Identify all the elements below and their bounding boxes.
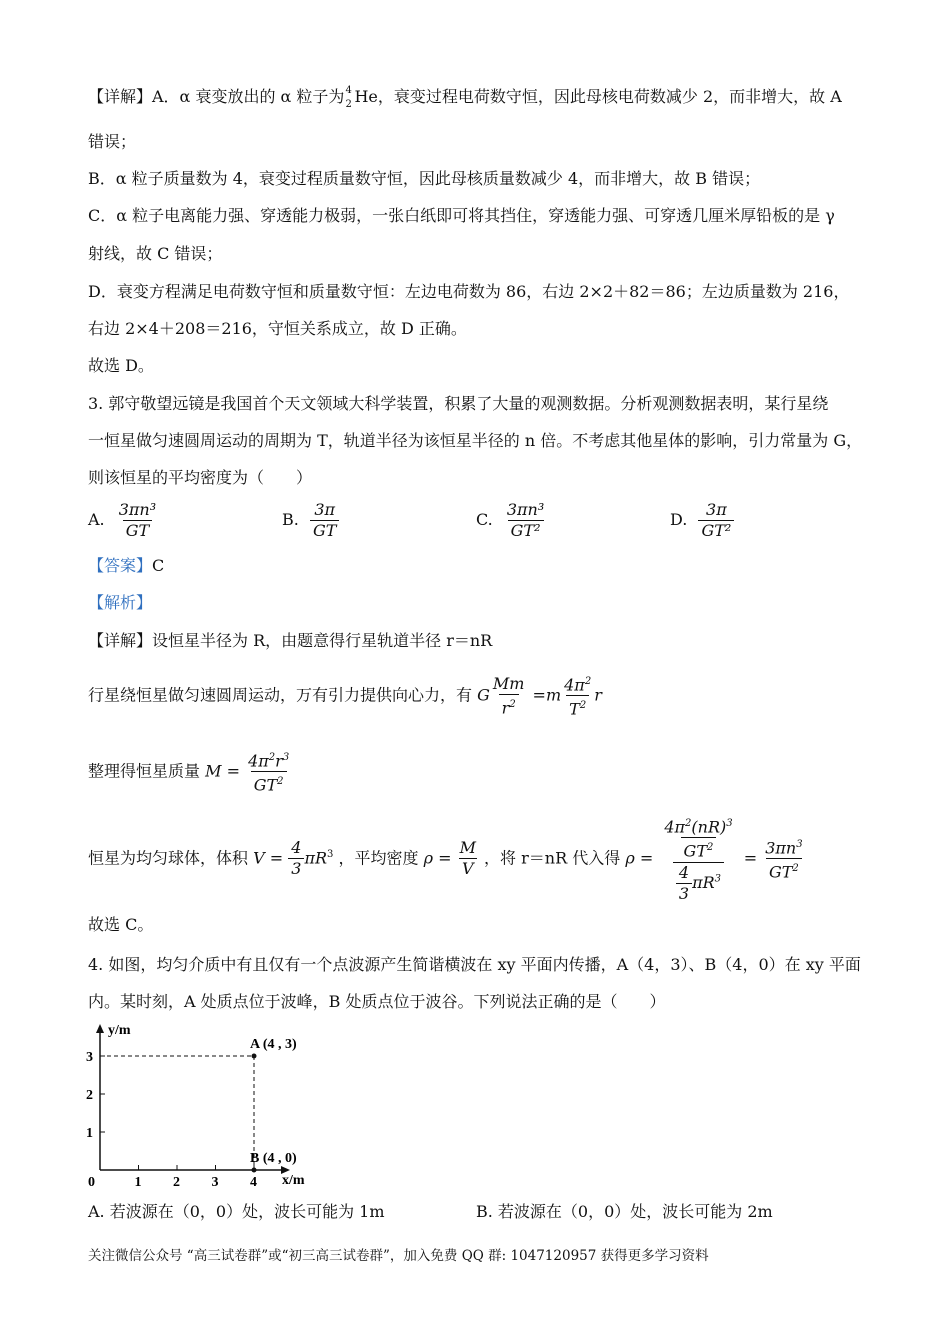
origin-label: 0 [88,1175,95,1190]
conclusion-d: 故选 D。 [88,356,154,375]
analysis-tag: 【解析】 [88,593,153,612]
q3-detail-1: 【详解】设恒星半径为 R，由题意得行星轨道半径 r＝nR [88,631,493,650]
answer-tag: 【答案】 [88,556,153,575]
q3-option-c[interactable]: C. $\frac{\text{3πn³}}{\text{GT²}}$ [476,500,545,540]
q4-option-b[interactable]: B. 若波源在（0，0）处，波长可能为 2m [476,1202,773,1221]
x-tick-label: 2 [173,1175,180,1190]
q3-stem-line-1: 3. 郭守敬望远镜是我国首个天文领域大科学装置，积累了大量的观测数据。分析观测数据表明，某行星绕 [88,394,829,413]
x-tick-label: 4 [250,1175,257,1190]
footer-notice: 关注微信公众号 “高三试卷群”或“初三高三试卷群”，加入免费 QQ 群: 1047120957 获得更多学习资料 [88,1248,709,1264]
helium-nuclide: 4 2 He [345,85,378,110]
x-tick-label: 1 [134,1175,142,1190]
q3-option-b[interactable]: B. $\frac{3\pi}{GT}$ [282,500,339,541]
q4-option-a[interactable]: A. 若波源在（0，0）处，波长可能为 1m [88,1202,385,1221]
y-tick-label: 3 [86,1050,93,1065]
conclusion-c: 故选 C。 [88,915,154,934]
q3-stem-line-2: 一恒星做匀速圆周运动的周期为 T，轨道半径为该恒星半径的 n 倍。不考虑其他星体的影响，引力常量为 G， [88,431,863,450]
q3-detail-2: 行星绕恒星做匀速圆周运动，万有引力提供向心力，有 G $\frac{Mm}{r^2}$ =m $\frac{4\pi^2}{T^2}$ r [88,673,602,719]
q3-detail-4: 恒星为均匀球体，体积 V = $\frac{4}{3}$ $\pi R^3$ ，平均密度 ρ = $\frac{M}{V}$ ，将 r＝nR 代入得 ρ = $\frac{4\pi^2(nR)^3}{GT^2}$ $\frac{4}{3}$ $\pi R^3$ = $\frac{3\pi n^3}{GT^2}$ [88,817,803,903]
y-tick-label: 1 [86,1126,93,1141]
q4-stem-line-2: 内。某时刻，A 处质点位于波峰，B 处质点位于波谷。下列说法正确的是（ ） [88,992,666,1011]
point-b [252,1168,257,1173]
point-a-label: A (4 , 3) [250,1037,297,1052]
wave-coordinate-graph [84,1020,324,1195]
q3-stem-line-3: 则该恒星的平均密度为（ ） [88,468,313,487]
point-b-label: B (4 , 0) [250,1151,297,1166]
q3-option-a[interactable]: A. $\frac{\text{3πn³}}{GT}$ [88,500,157,540]
detail-line-4: C．α 粒子电离能力强、穿透能力极弱，一张白纸即可将其挡住，穿透能力强、可穿透几厘米厚铅板的是 γ [88,206,835,225]
detail-line-7: 右边 2×4＋208＝216，守恒关系成立，故 D 正确。 [88,319,467,338]
y-axis-arrow [96,1024,104,1033]
detail-line-2: 错误； [88,132,137,151]
q3-detail-3: 整理得恒星质量 M = $\frac{4\pi^2r^3}{GT^2}$ [88,751,290,795]
detail-line-5: 射线，故 C 错误； [88,244,223,263]
y-axis-label: y/m [108,1023,131,1038]
q3-option-d[interactable]: D. $\frac{3\pi}{\text{GT²}}$ [670,500,734,541]
detail-line-1: 【详解】A．α 衰变放出的 α 粒子为 4 2 He，衰变过程电荷数守恒，因此母核电荷数减少 2，而非增大，故 A [88,85,842,110]
detail-line-6: D．衰变方程满足电荷数守恒和质量数守恒：左边电荷数为 86，右边 2×2＋82＝86；左边质量数为 216， [88,282,850,301]
detail-line-3: B．α 粒子质量数为 4，衰变过程质量数守恒，因此母核质量数减少 4，而非增大，故 B 错误； [88,169,761,188]
x-axis-label: x/m [282,1173,305,1188]
q4-stem-line-1: 4. 如图，均匀介质中有且仅有一个点波源产生简谐横波在 xy 平面内传播，A（4，3）、B（4，0）在 xy 平面 [88,955,861,974]
answer-value: C [152,556,165,575]
x-tick-label: 3 [211,1175,219,1190]
point-a [252,1054,257,1059]
y-tick-label: 2 [86,1088,93,1103]
q3-answer [88,555,164,577]
